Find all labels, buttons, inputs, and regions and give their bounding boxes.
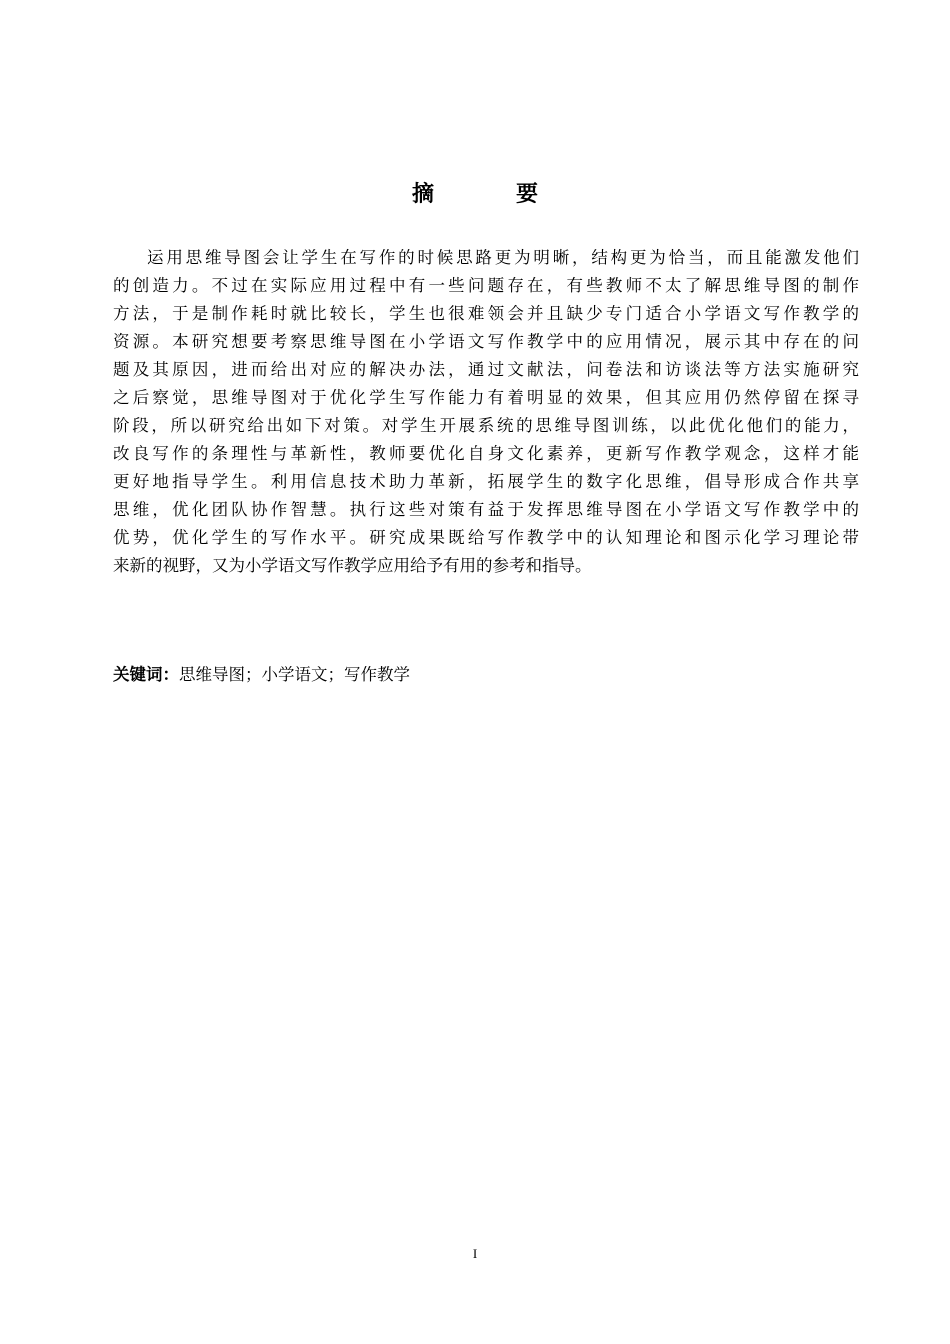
abstract-body xyxy=(113,244,859,580)
abstract-line: 资源。本研究想要考察思维导图在小学语文写作教学中的应用情况，展示其中存在的问 xyxy=(113,332,859,351)
abstract-line: 思维，优化团队协作智慧。执行这些对策有益于发挥思维导图在小学语文写作教学中的 xyxy=(113,500,859,519)
abstract-line: 题及其原因，进而给出对应的解决办法，通过文献法，问卷法和访谈法等方法实施研究 xyxy=(113,360,859,379)
keywords-line xyxy=(113,662,410,688)
abstract-line: 改良写作的条理性与革新性，教师要优化自身文化素养，更新写作教学观念，这样才能 xyxy=(113,444,859,463)
abstract-line: 优势，优化学生的写作水平。研究成果既给写作教学中的认知理论和图示化学习理论带 xyxy=(113,528,859,547)
abstract-line: 来新的视野，又为小学语文写作教学应用给予有用的参考和指导。 xyxy=(113,556,592,575)
abstract-line: 阶段，所以研究给出如下对策。对学生开展系统的思维导图训练，以此优化他们的能力， xyxy=(113,416,859,435)
keywords-label: 关键词： xyxy=(113,665,179,684)
abstract-line: 之后察觉，思维导图对于优化学生写作能力有着明显的效果，但其应用仍然停留在探寻 xyxy=(113,388,859,407)
page-number: I xyxy=(472,1246,478,1261)
abstract-line: 方法，于是制作耗时就比较长，学生也很难领会并且缺少专门适合小学语文写作教学的 xyxy=(113,304,859,323)
keywords-value: 思维导图；小学语文；写作教学 xyxy=(179,665,410,684)
page-title: 摘 要 xyxy=(411,182,568,207)
abstract-line: 的创造力。不过在实际应用过程中有一些问题存在，有些教师不太了解思维导图的制作 xyxy=(113,276,859,295)
abstract-line: 更好地指导学生。利用信息技术助力革新，拓展学生的数字化思维，倡导形成合作共享 xyxy=(113,472,859,491)
abstract-line: 运用思维导图会让学生在写作的时候思路更为明晰，结构更为恰当，而且能激发他们 xyxy=(147,248,859,267)
